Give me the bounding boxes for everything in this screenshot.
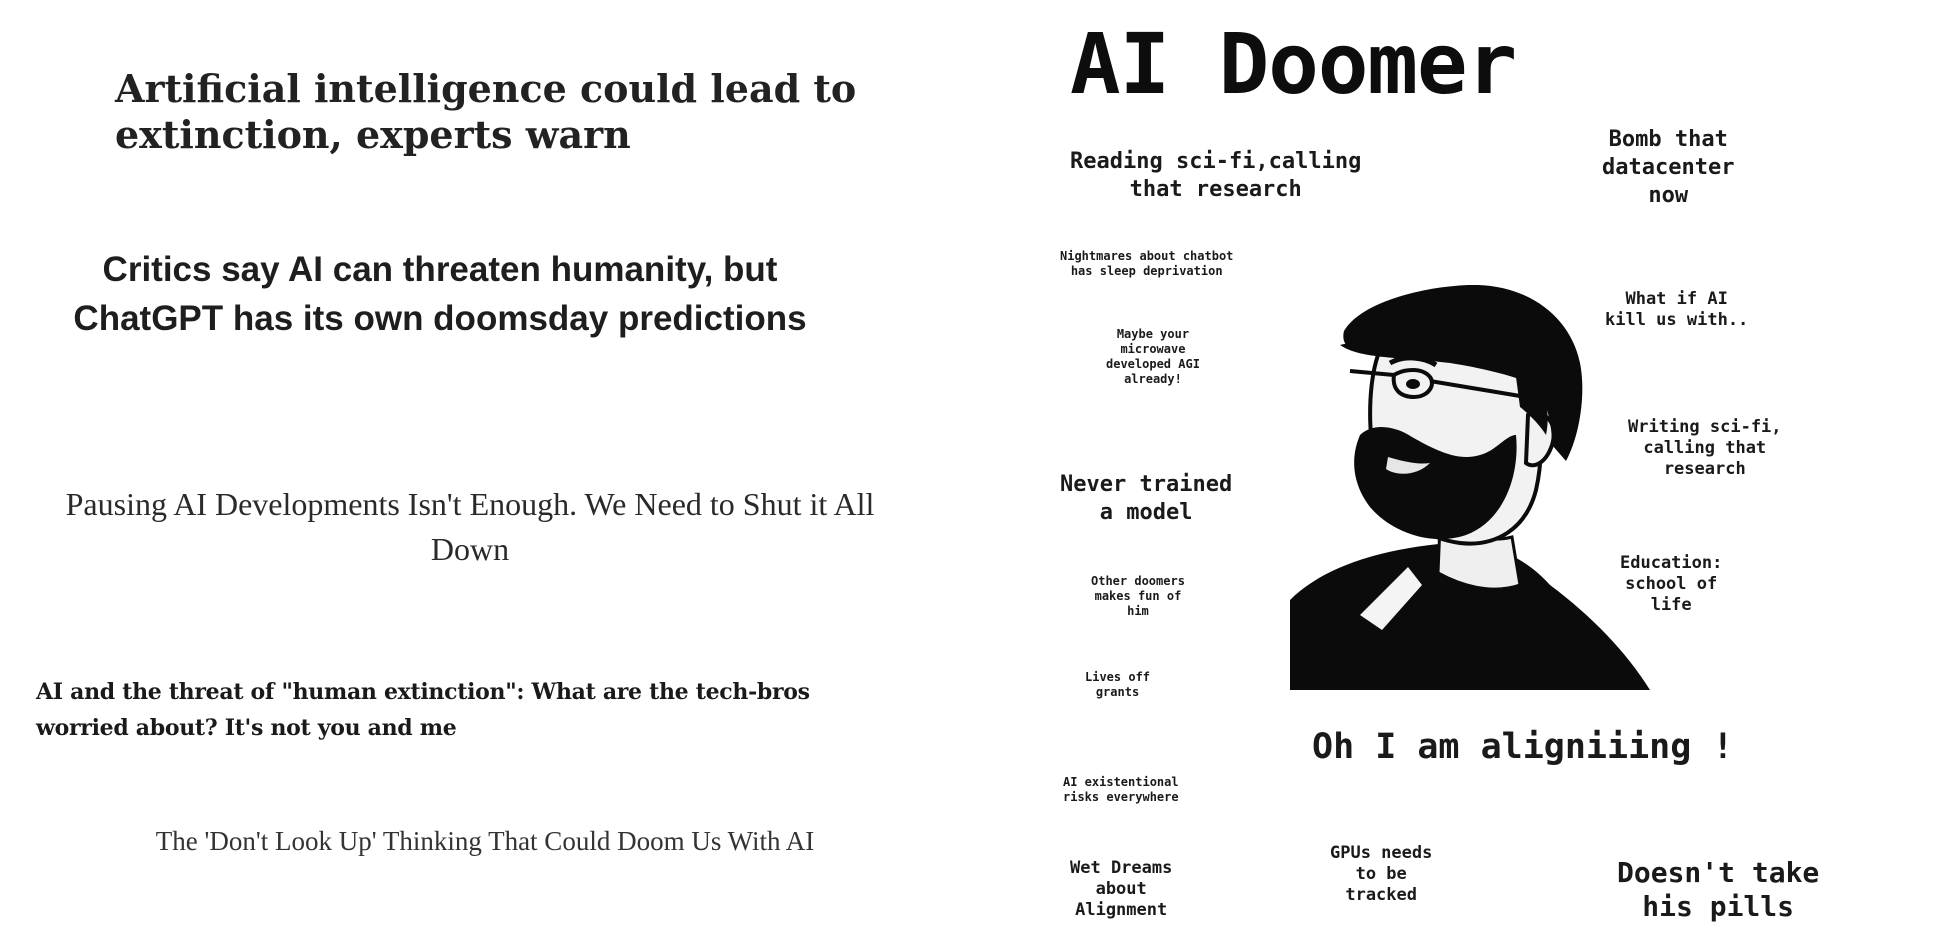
headlines-panel [0, 0, 875, 946]
label-existential-risks: AI existentional risks everywhere [1063, 775, 1179, 804]
headline-dont-look-up: The 'Don't Look Up' Thinking That Could Doom Us With AI [155, 826, 815, 856]
label-microwave: Maybe your microwave developed AGI already! [1106, 327, 1200, 386]
label-bomb-datacenter: Bomb that datacenter now [1602, 127, 1735, 208]
label-pills: Doesn't take his pills [1617, 856, 1820, 923]
label-reading-scifi: Reading sci-fi,calling that research [1070, 149, 1362, 202]
headline-extinction: Artificial intelligence could lead to extinction, experts warn [115, 66, 857, 157]
label-what-if: What if AI kill us with.. [1605, 289, 1749, 330]
headline-tech-bros: AI and the threat of "human extinction": What are the tech-bros worried about? It's not you and me [36, 679, 810, 741]
label-gpus: GPUs needs to be tracked [1330, 843, 1433, 905]
label-never-trained: Never trained a model [1060, 472, 1233, 525]
headline-shut-it-down: Pausing AI Developments Isn't Enough. We Need to Shut it All Down [65, 486, 875, 567]
headline-chatgpt-doomsday: Critics say AI can threaten humanity, but ChatGPT has its own doomsday predictions [73, 250, 807, 338]
portrait-eye [1406, 379, 1420, 389]
label-wet-dreams: Wet Dreams about Alignment [1070, 858, 1173, 920]
label-education: Education: school of life [1620, 553, 1723, 615]
label-nightmares: Nightmares about chatbot has sleep deprivation [1060, 249, 1234, 278]
doomer-portrait [1290, 285, 1650, 690]
meme-title: AI Doomer [1070, 15, 1517, 113]
label-other-doomers: Other doomers makes fun of him [1091, 574, 1185, 618]
label-writing-scifi: Writing sci-fi, calling that research [1628, 417, 1782, 479]
meme-panel [860, 0, 1936, 946]
label-lives-off-grants: Lives off grants [1085, 670, 1151, 699]
slogan: Oh I am aligniiing ! [1312, 727, 1734, 767]
